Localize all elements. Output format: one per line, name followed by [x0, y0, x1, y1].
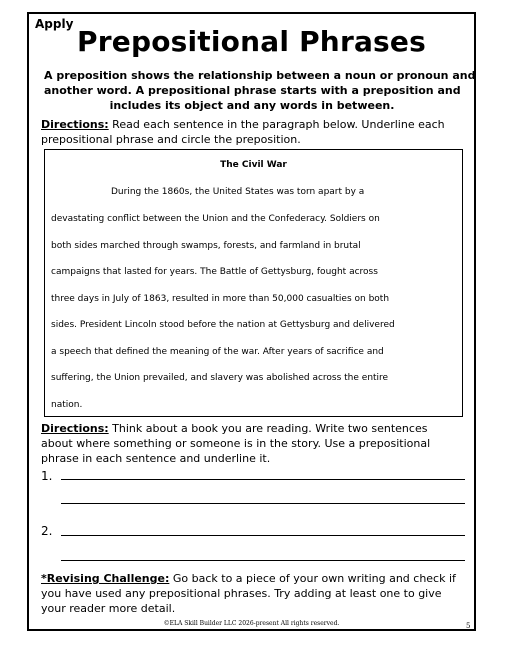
directions-text: about where something or someone is in the story. Use a prepositional — [41, 437, 431, 450]
directions-text: Read each sentence in the paragraph below. Underline each — [108, 118, 445, 131]
revising-text: you have used any prepositional phrases. Try adding at least one to give — [41, 587, 442, 600]
directions-text: prepositional phrase and circle the preposition. — [41, 133, 301, 146]
passage-line: a speech that defined the meaning of the war. After years of sacrifice and — [51, 347, 384, 357]
revising-text: your reader more detail. — [41, 602, 176, 615]
intro-line: A preposition shows the relationship between a noun or pronoun and — [44, 69, 476, 82]
revising-text: Go back to a piece of your own writing and check if — [169, 572, 456, 585]
page-number: 5 — [466, 622, 471, 630]
passage-line: sides. President Lincoln stood before the nation at Gettysburg and delivered — [51, 320, 395, 330]
passage-line: campaigns that lasted for years. The Battle of Gettysburg, fought across — [51, 267, 378, 277]
directions-label: Directions: — [41, 118, 109, 131]
passage-line: three days in July of 1863, resulted in more than 50,000 casualties on both — [51, 294, 390, 304]
passage-line: nation. — [51, 400, 83, 410]
intro-definition — [44, 68, 476, 113]
directions-part-1 — [41, 117, 445, 147]
copyright-footer: ©ELA Skill Builder LLC 2026-present All rights reserved. — [163, 620, 340, 627]
section-tag: Apply — [35, 17, 74, 31]
passage-line: suffering, the Union prevailed, and slavery was abolished across the entire — [51, 373, 389, 383]
revising-label: *Revising Challenge: — [41, 572, 170, 585]
answer-number-1: 1. — [41, 469, 53, 483]
passage-line: both sides marched through swamps, forests, and farmland in brutal — [51, 241, 361, 251]
answer-number-2: 2. — [41, 524, 53, 538]
answer-line[interactable] — [61, 503, 465, 504]
intro-line: includes its object and any words in between. — [109, 99, 395, 112]
answer-line[interactable] — [61, 479, 465, 480]
directions-part-2 — [41, 421, 430, 466]
answer-line[interactable] — [61, 560, 465, 561]
revising-challenge — [41, 571, 456, 616]
directions-label: Directions: — [41, 422, 109, 435]
passage-title: The Civil War — [220, 160, 287, 170]
answer-line[interactable] — [61, 535, 465, 536]
passage-line: During the 1860s, the United States was torn apart by a — [111, 187, 365, 197]
directions-text: Think about a book you are reading. Write two sentences — [108, 422, 428, 435]
intro-line: another word. A prepositional phrase starts with a preposition and — [44, 84, 461, 97]
passage-line: devastating conflict between the Union and the Confederacy. Soldiers on — [51, 214, 380, 224]
page-title: Prepositional Phrases — [77, 25, 426, 58]
directions-text: phrase in each sentence and underline it. — [41, 452, 271, 465]
